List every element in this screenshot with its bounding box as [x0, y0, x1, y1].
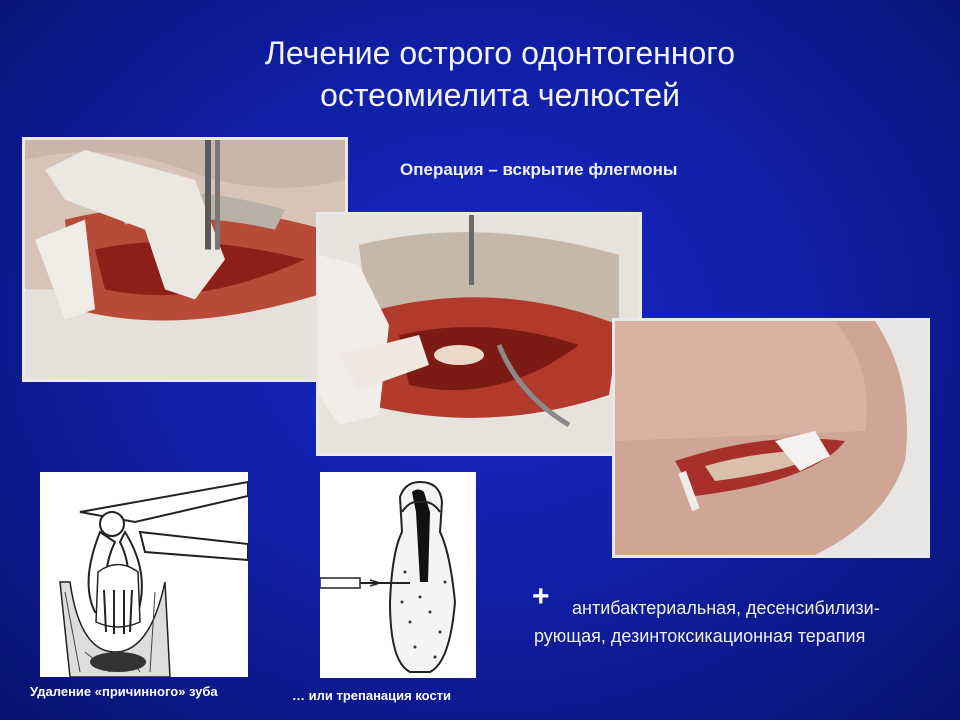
therapy-text: антибактериальная, десенсибилизи-рующая, дезинтоксикационная терапия: [534, 598, 880, 646]
tooth-forceps-drawing-icon: [40, 472, 248, 677]
tooth-extraction-drawing: [40, 472, 248, 677]
slide-title: [180, 32, 820, 116]
title-line-1: Лечение острого одонтогенного: [264, 35, 736, 71]
bone-trepanation-drawing-icon: [320, 472, 476, 678]
tooth-extraction-caption: Удаление «причинного» зуба: [30, 684, 218, 699]
surgery-photo-3: [612, 318, 930, 558]
plus-icon: +: [532, 580, 550, 613]
surgery-photo-1: [22, 137, 348, 382]
trepanation-caption: … или трепанация кости: [292, 688, 452, 703]
surgical-incision-photo-icon: [319, 215, 639, 453]
trepanation-drawing: [320, 472, 476, 678]
title-line-2: остеомиелита челюстей: [320, 77, 680, 113]
surgical-incision-photo-icon: [25, 140, 345, 379]
operation-subtitle: Операция – вскрытие флегмоны: [400, 160, 678, 179]
sutured-wound-photo-icon: [615, 321, 927, 555]
surgery-photo-2: [316, 212, 642, 456]
